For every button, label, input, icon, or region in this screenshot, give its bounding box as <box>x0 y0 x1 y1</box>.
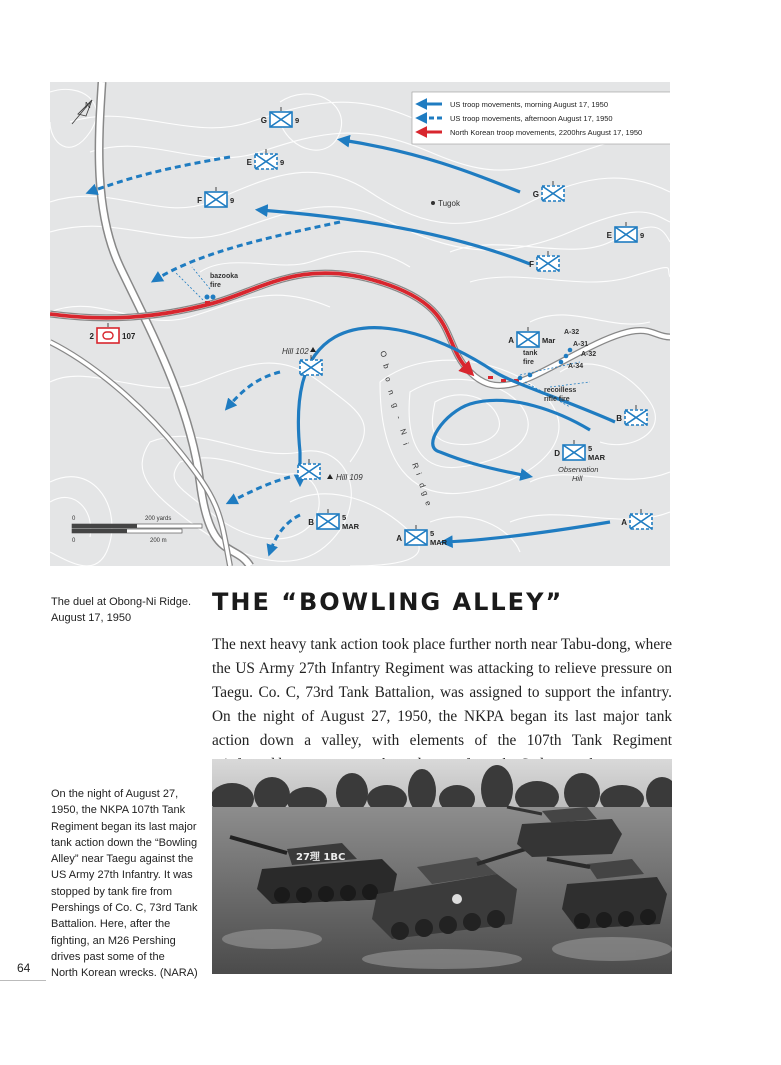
bazooka-label: bazooka <box>210 273 239 280</box>
ridge-letter: d <box>417 481 428 489</box>
tank-a31: A-31 <box>573 341 589 348</box>
legend-north-korean: North Korean troop movements, 2200hrs August 17, 1950 <box>450 128 643 137</box>
body-text: The next heavy tank action took place further north near Tabu-dong, where the US Army 27th Infantry Regiment was attacking to relieve pressure on Taegu. Co. C, 73rd Tank Battalion, was assigned to support the infantry. On the night of August 27, 1950, the NKPA began its last major tank action down a valley, with elements of the 107th Tank Regiment <box>212 636 672 749</box>
map-caption <box>51 594 191 626</box>
turret-marking: 27理 1BC <box>296 852 346 863</box>
hill-109-label: Hill 109 <box>336 473 363 482</box>
tank-a32: A-32 <box>564 329 580 336</box>
photo-caption-line: tank action down the “Bowling <box>51 836 198 849</box>
map-caption-line: August 17, 1950 <box>51 612 132 624</box>
photo-caption-line: North Korean wrecks. (NARA) <box>51 967 198 980</box>
photo-caption-line: Pershings of Co. C, 73rd Tank <box>51 902 198 915</box>
ridge-letter: i <box>414 471 424 477</box>
photo-caption <box>51 786 198 982</box>
unit-regiment-label: 9 <box>295 116 300 125</box>
unit-company-label: A <box>508 336 514 345</box>
hill-102-label: Hill 102 <box>282 347 309 356</box>
ridge-letter: O <box>378 349 389 359</box>
unit-company-label: E <box>606 231 612 240</box>
unit-company-label: F <box>197 196 202 205</box>
tank-fire-label: tank <box>523 350 538 357</box>
ridge-letter: g <box>390 401 401 409</box>
bazooka-label-2: fire <box>210 282 221 289</box>
legend-morning: US troop movements, morning August 17, 1950 <box>450 100 609 109</box>
unit-regiment-label: MAR <box>430 538 448 547</box>
tank-fire-label-2: fire <box>523 359 534 366</box>
unit-regiment-label: 9 <box>280 158 285 167</box>
ridge-letter: g <box>420 489 431 497</box>
observation-hill-label: Observation <box>558 465 599 474</box>
photo-caption-line: fighting, an M26 Pershing <box>51 934 176 947</box>
nk-unit-number: 107 <box>122 332 136 341</box>
photo-caption-line: stopped by tank fire from <box>51 885 173 898</box>
unit-regiment-label: 5 <box>430 529 435 538</box>
photo-caption-line: On the night of August 27, <box>51 788 179 800</box>
recoilless-label-2: rifle fire <box>544 396 570 403</box>
unit-company-label: G <box>260 116 267 125</box>
unit-regiment-label: 9 <box>230 196 235 205</box>
nk-unit-label: 2 <box>89 332 94 341</box>
unit-company-label: E <box>246 158 252 167</box>
tank-a32-2: A-32 <box>581 351 597 358</box>
unit-regiment-label: 5 <box>588 444 593 453</box>
unit-company-label: B <box>308 518 314 527</box>
unit-regiment-label: 5 <box>342 513 347 522</box>
photo-caption-line: Battalion. Here, after the <box>51 918 171 931</box>
ridge-letter: - <box>394 414 404 421</box>
north-label: N <box>85 101 91 110</box>
legend-afternoon: US troop movements, afternoon August 17, 1950 <box>450 114 613 123</box>
map-legend <box>412 92 670 144</box>
unit-company-label: B <box>616 414 622 423</box>
observation-hill-label-2: Hill <box>572 474 583 483</box>
ridge-letter: n <box>386 388 397 396</box>
section-title: THE “BOWLING ALLEY” <box>212 588 564 616</box>
tank-a34: A-34 <box>568 363 584 370</box>
photo-caption-line: Regiment began its last major <box>51 820 197 833</box>
recoilless-label: recoilless <box>544 387 577 394</box>
unit-company-label: D <box>554 449 560 458</box>
scale-label: 200 yards <box>145 516 172 522</box>
unit-regiment-label: 9 <box>640 231 645 240</box>
ridge-letter: i <box>401 441 411 447</box>
photo-caption-line: drives past some of the <box>51 950 165 963</box>
unit-company-label: F <box>529 260 534 269</box>
scale-label: 200 m <box>150 538 167 544</box>
unit-company-label: A <box>621 518 627 527</box>
ridge-letter: o <box>383 375 394 383</box>
photo-caption-line: US Army 27th Infantry. It was <box>51 869 193 882</box>
ridge-letter: b <box>381 362 392 370</box>
page-number: 64 <box>17 961 31 975</box>
photo-caption-line: 1950, the NKPA 107th Tank <box>51 804 186 817</box>
ridge-letter: N <box>398 427 409 437</box>
ridge-letter: e <box>423 499 434 507</box>
unit-regiment-label: MAR <box>588 453 606 462</box>
unit-regiment-label: MAR <box>342 522 360 531</box>
photo-caption-line: Alley” near Taegu against the <box>51 853 194 866</box>
scale-label: 0 <box>72 538 76 544</box>
unit-regiment-label: Mar <box>542 336 556 345</box>
unit-company-label: G <box>532 190 539 199</box>
tank-photo <box>212 759 672 974</box>
place-tugok: Tugok <box>438 199 460 208</box>
map-caption-line: The duel at Obong-Ni Ridge. <box>51 596 192 608</box>
battle-map <box>50 82 670 566</box>
ridge-letter: R <box>410 461 421 471</box>
page-rule <box>0 980 46 981</box>
unit-company-label: A <box>396 534 402 543</box>
scale-label: 0 <box>72 516 76 522</box>
